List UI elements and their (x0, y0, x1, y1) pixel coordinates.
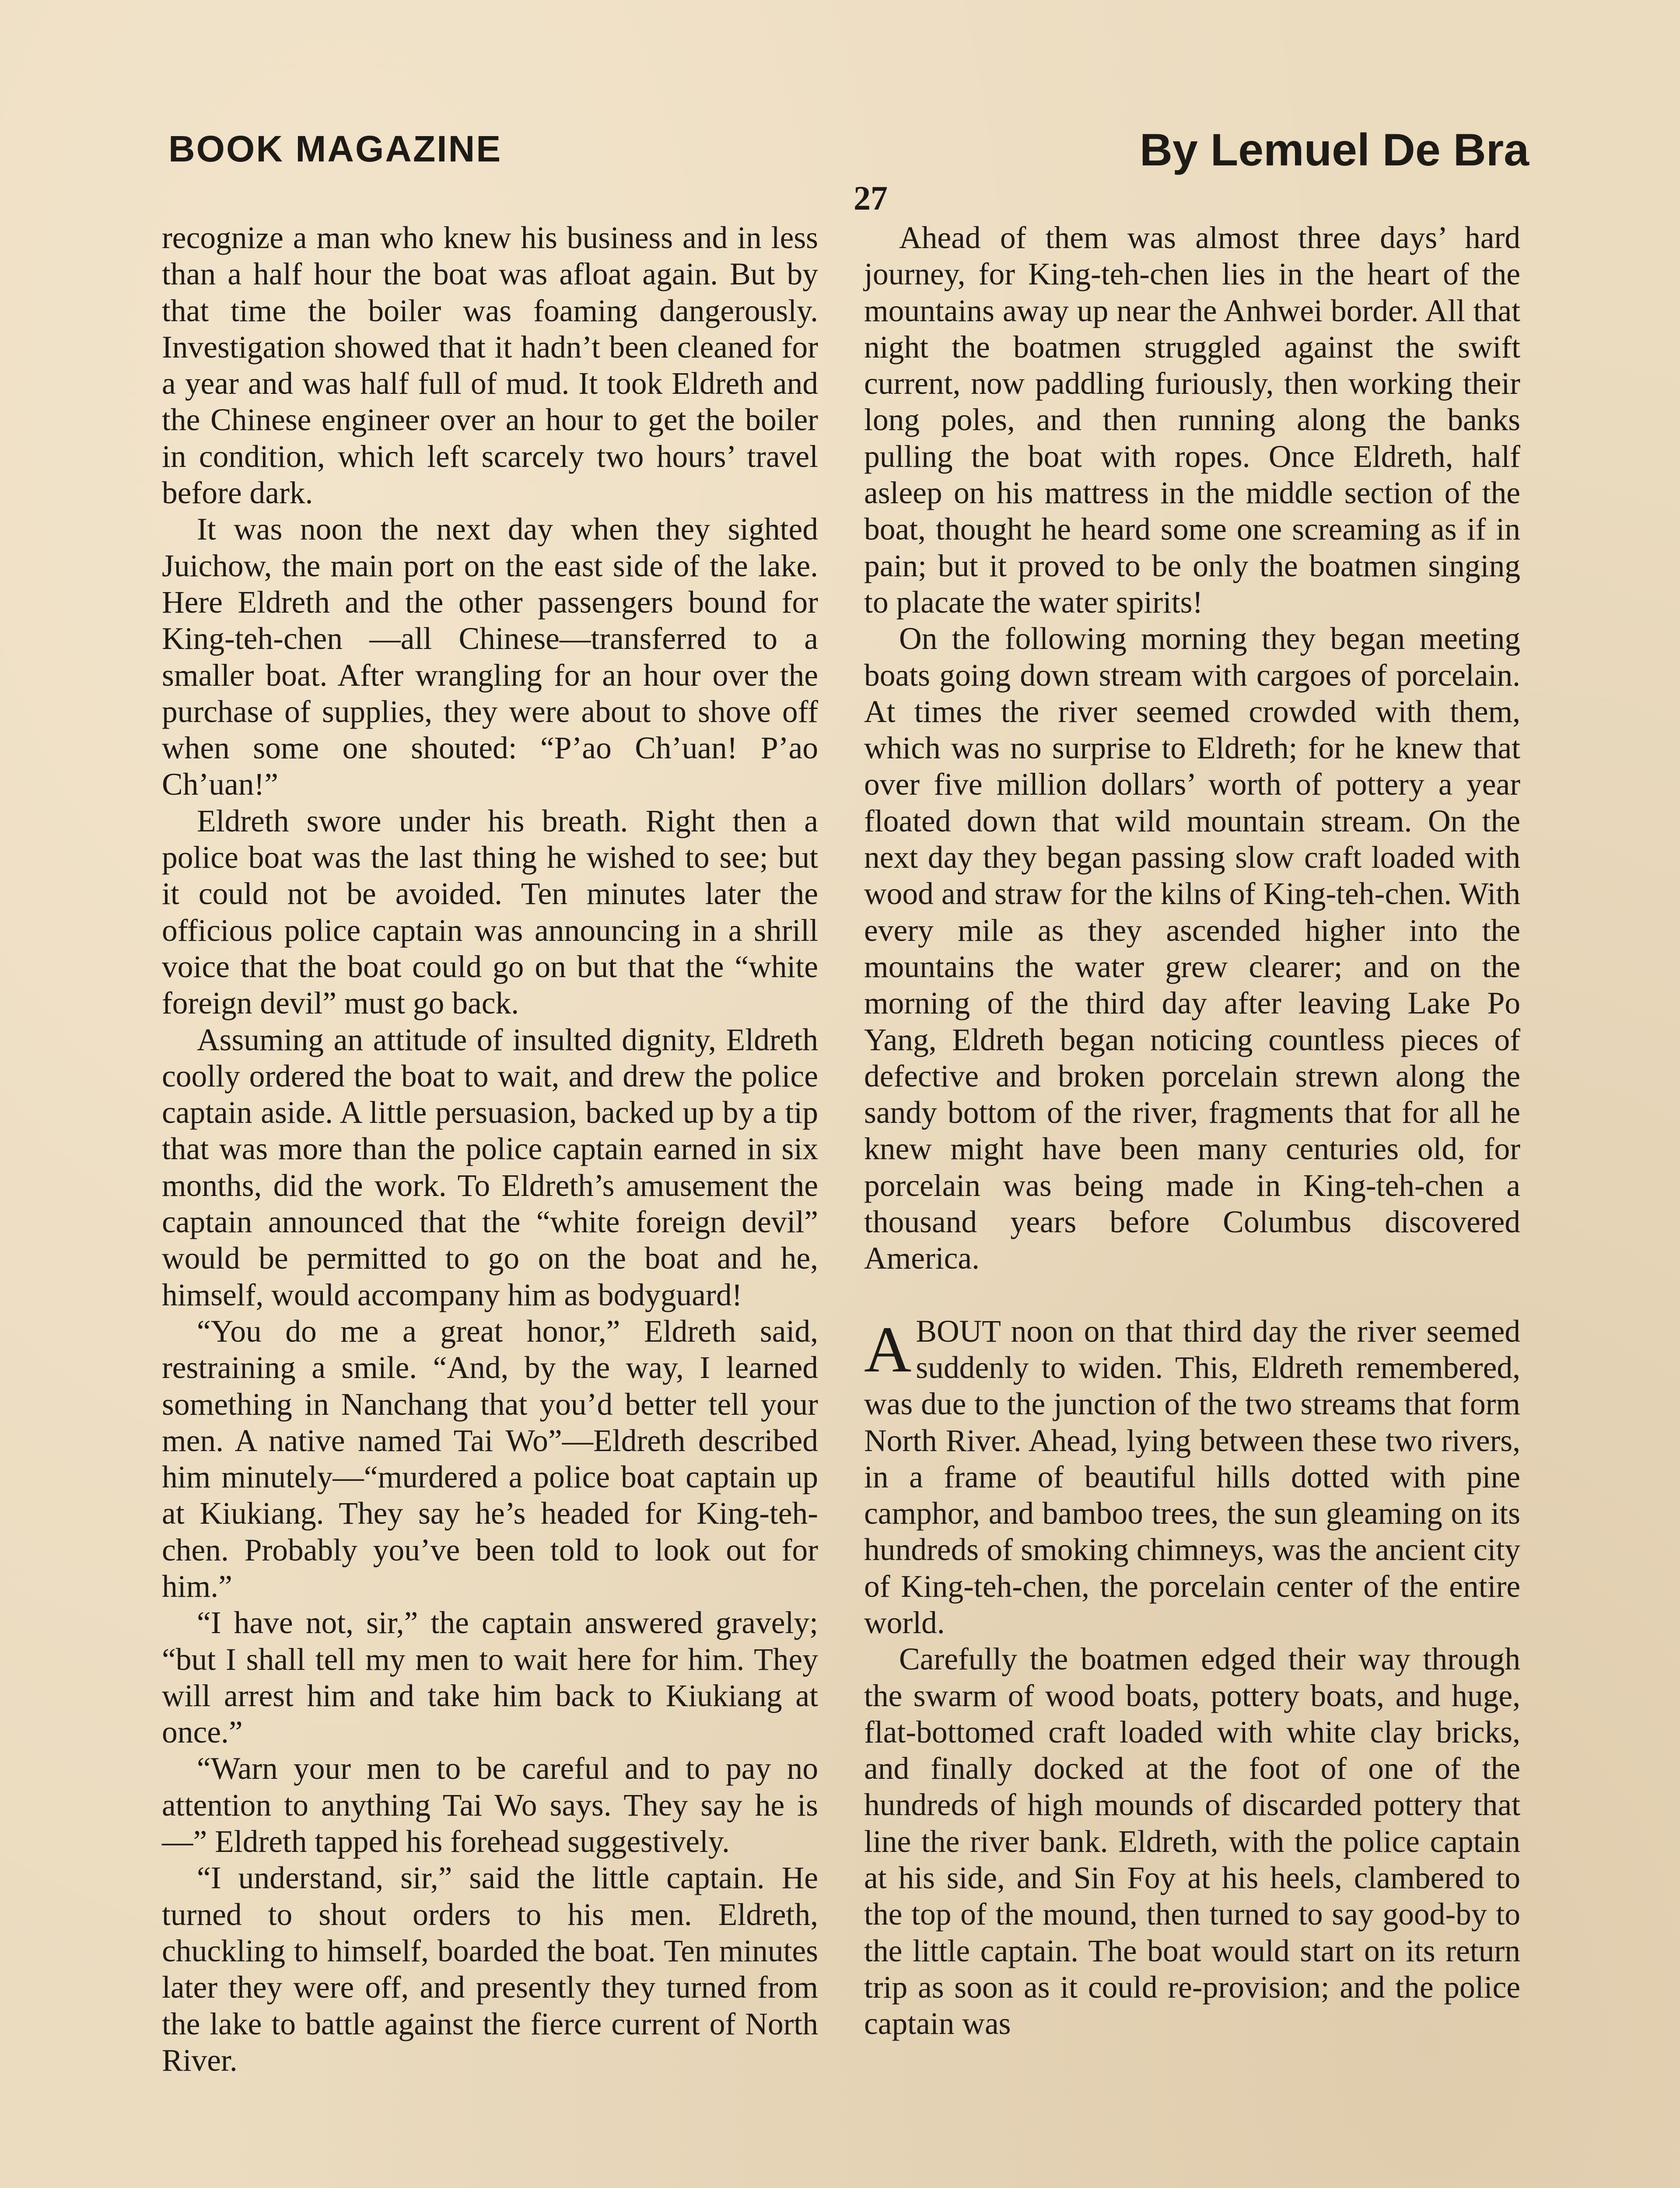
paragraph: “You do me a great honor,” Eldreth said, restraining a smile. “And, by the way, I learned something in Nanchang that you’d better tell your men. A native named Tai Wo”—Eldreth described him minutely—“murdered a police boat captain up at Kiukiang. They say he’s headed for King-teh-chen. Probably you’ve been told to look out for him.” (162, 1314, 818, 1604)
paragraph: “Warn your men to be careful and to pay no attention to anything Tai Wo says. They say he is—” Eldreth tapped his forehead suggestively. (162, 1751, 818, 1859)
paragraph-text: noon on that third day the river seemed suddenly to widen. This, Eldreth remembered, was due to the junction of the two streams that form North River. Ahead, lying between these two rivers, in a frame of beautiful hills dotted with pine camphor, and bamboo trees, the sun gleaming on its hundreds of smoking chimneys, was the ancient city of King-teh-chen, the porcelain center of the entire world. (864, 1314, 1520, 1640)
section-opening-paragraph (864, 1313, 1520, 1641)
author-byline: By Lemuel De Bra (1139, 125, 1529, 175)
paragraph: Ahead of them was almost three days’ hard journey, for King-teh-chen lies in the heart of the mountains away up near the Anhwei border. All that night the boatmen struggled against the swift current, now paddling furiously, then working their long poles, and then running along the banks pulling the boat with ropes. Once Eldreth, half asleep on his mattress in the middle section of the boat, thought he heard some one screaming as if in pain; but it proved to be only the boatmen singing to placate the water spirits! (864, 221, 1520, 620)
paragraph: Assuming an attitude of insulted dignity, Eldreth coolly ordered the boat to wait, and drew the police captain aside. A little persuasion, backed up by a tip that was more than the police captain earned in six months, did the work. To Eldreth’s amusement the captain announced that the “white foreign devil” would be permitted to go on the boat and he, himself, would accompany him as bodyguard! (162, 1022, 818, 1312)
drop-cap: A (864, 1313, 912, 1386)
paragraph: “I have not, sir,” the captain answered gravely; “but I shall tell my men to wait here for him. They will arrest him and take him back to Kiukiang at once.” (162, 1606, 818, 1750)
left-column (162, 220, 818, 2079)
paragraph: “I understand, sir,” said the little captain. He turned to shout orders to his men. Eldreth, chuckling to himself, boarded the boat. Ten minutes later they were off, and presently they turned from the lake to battle against the fierce current of North River. (162, 1861, 818, 2078)
lead-word: BOUT (916, 1314, 1001, 1349)
paragraph: It was noon the next day when they sighted Juichow, the main port on the east side of the lake. Here Eldreth and the other passengers bound for King-teh-chen —all Chinese—transferred to a smaller boat. After wrangling for an hour over the purchase of supplies, they were about to shove off when some one shouted: “P’ao Ch’uan! P’ao Ch’uan!” (162, 512, 818, 802)
page-number: 27 (854, 179, 888, 217)
magazine-title: BOOK MAGAZINE (168, 128, 502, 169)
right-column (864, 220, 1520, 2042)
paragraph: On the following morning they began meeting boats going down stream with cargoes of porcelain. At times the river seemed crowded with them, which was no surprise to Eldreth; for he knew that over five million dollars’ worth of pottery a year floated down that wild mountain stream. On the next day they began passing slow craft loaded with wood and straw for the kilns of King-teh-chen. With every mile as they ascended higher into the mountains the water grew clearer; and on the morning of the third day after leaving Lake Po Yang, Eldreth began noticing countless pieces of defective and broken porcelain strewn along the sandy bottom of the river, fragments that for all he knew might have been many centuries old, for porcelain was being made in King-teh-chen a thousand years before Columbus discovered America. (864, 621, 1520, 1276)
paragraph: Carefully the boatmen edged their way through the swarm of wood boats, pottery boats, and huge, flat-bottomed craft loaded with white clay bricks, and finally docked at the foot of one of the hundreds of high mounds of discarded pottery that line the river bank. Eldreth, with the police captain at his side, and Sin Foy at his heels, clambered to the top of the mound, then turned to say good-by to the little captain. The boat would start on its return trip as soon as it could re-provision; and the police captain was (864, 1642, 1520, 2041)
paragraph: recognize a man who knew his business and in less than a half hour the boat was afloat again. But by that time the boiler was foaming dangerously. Investigation showed that it hadn’t been cleaned for a year and was half full of mud. It took Eldreth and the Chinese engineer over an hour to get the boiler in condition, which left scarcely two hours’ travel before dark. (162, 221, 818, 511)
paragraph: Eldreth swore under his breath. Right then a police boat was the last thing he wished to see; but it could not be avoided. Ten minutes later the officious police captain was announcing in a shrill voice that the boat could go on but that the “white foreign devil” must go back. (162, 803, 818, 1021)
